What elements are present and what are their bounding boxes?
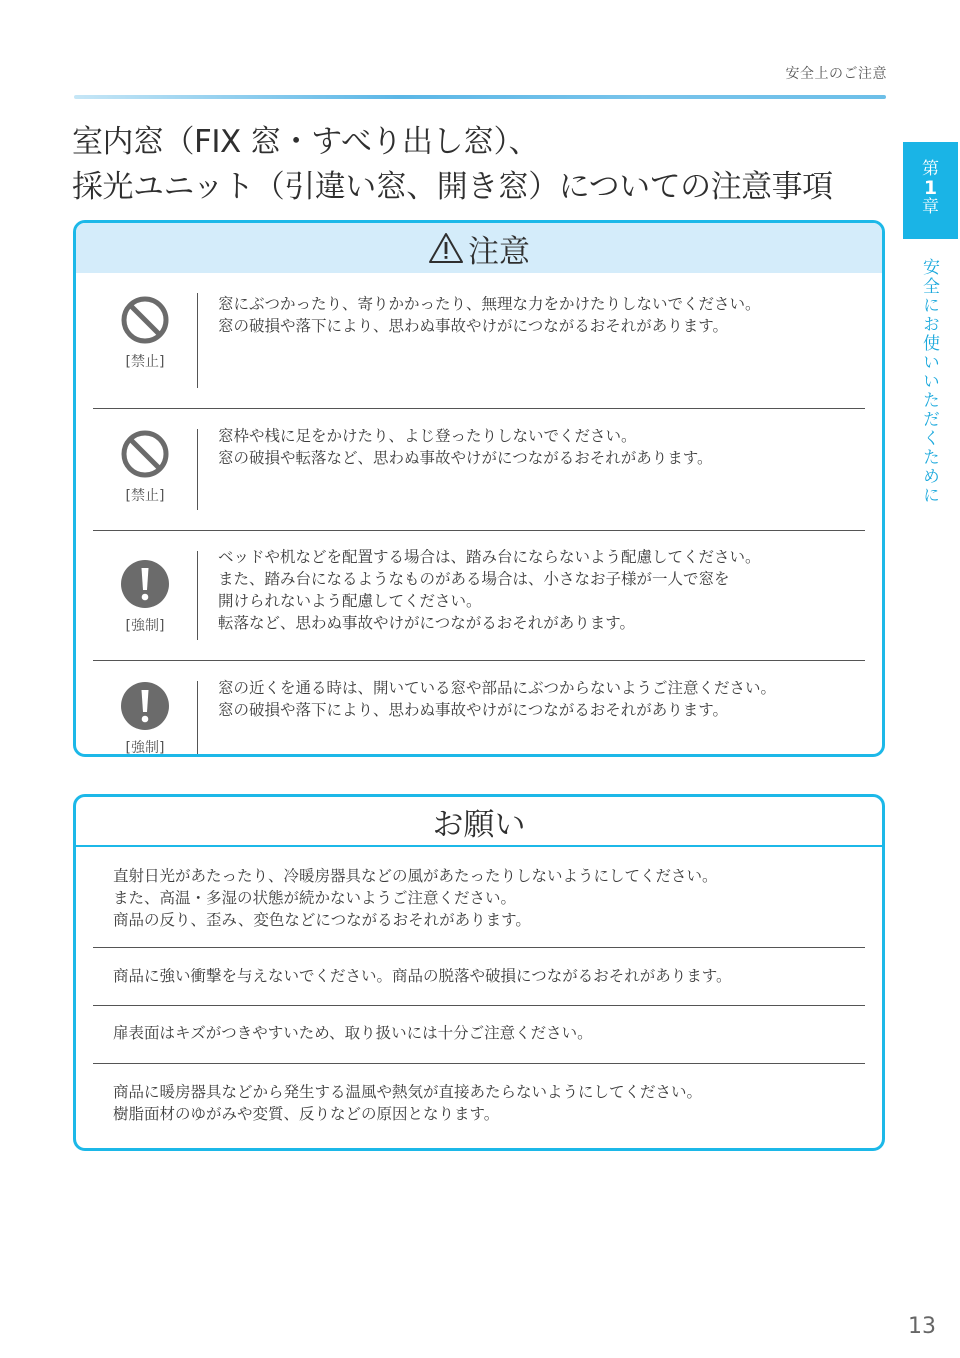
prohibition-icon — [120, 429, 170, 479]
mandatory-exclamation-icon — [120, 681, 170, 731]
section-label: 安全上のご注意 — [785, 66, 887, 82]
caution-line: また、踏み台になるようなものがある場合は、小さなお子様が一人で窓を — [218, 570, 730, 588]
request-line: また、高温・多湿の状態が続かないようご注意ください。 — [113, 889, 517, 907]
caution-line: 窓枠や桟に足をかけたり、よじ登ったりしないでください。 — [218, 427, 637, 445]
request-heading — [76, 797, 882, 847]
caution-box — [73, 220, 885, 757]
caution-line: 窓にぶつかったり、寄りかかったり、無理な力をかけたりしないでください。 — [218, 295, 761, 313]
caution-line: 開けられないよう配慮してください。 — [218, 592, 482, 610]
request-item — [93, 1064, 865, 1139]
mandatory-tag: [強制] — [125, 740, 165, 756]
caution-item — [93, 293, 865, 409]
caution-text — [198, 661, 776, 757]
page-number: 13 — [908, 1314, 936, 1339]
caution-item — [93, 661, 865, 757]
mandatory-tag: [強制] — [125, 618, 165, 634]
request-item — [93, 948, 865, 1006]
caution-line: 転落など、思わぬ事故やけがにつながるおそれがあります。 — [218, 614, 635, 632]
caution-item — [93, 409, 865, 531]
caution-icon-col — [93, 409, 197, 530]
caution-line: 窓の破損や落下により、思わぬ事故やけがにつながるおそれがあります。 — [218, 701, 728, 719]
prohibition-icon — [120, 295, 170, 345]
caution-text — [198, 409, 712, 530]
caution-line: 窓の近くを通る時は、開いている窓や部品にぶつからないようご注意ください。 — [218, 679, 777, 697]
chapter-suffix: 章 — [922, 197, 939, 217]
caution-icon-col — [93, 661, 197, 757]
caution-line: ベッドや机などを配置する場合は、踏み台にならないよう配慮してください。 — [218, 548, 761, 566]
chapter-number: 1 — [923, 177, 938, 199]
request-line: 商品に暖房器具などから発生する温風や熱気が直接あたらないようにしてください。 — [113, 1083, 703, 1101]
caution-heading-text: 注意 — [468, 233, 530, 270]
page-title — [72, 120, 833, 210]
request-heading-text: お願い — [432, 806, 526, 843]
mandatory-exclamation-icon — [120, 559, 170, 609]
page-title-line1: 室内窓（FIX 窓・すべり出し窓）、 — [72, 124, 539, 160]
request-box — [73, 794, 885, 1151]
caution-line: 窓の破損や転落など、思わぬ事故やけがにつながるおそれがあります。 — [218, 449, 713, 467]
header-divider — [74, 95, 886, 99]
page-title-line2: 採光ユニット（引違い窓、開き窓）についての注意事項 — [72, 169, 833, 205]
caution-text — [198, 531, 761, 660]
caution-icon-col — [93, 531, 197, 660]
caution-item — [93, 531, 865, 661]
prohibition-tag: [禁止] — [125, 488, 165, 504]
warning-triangle-icon — [428, 232, 464, 264]
request-line: 扉表面はキズがつきやすいため、取り扱いには十分ご注意ください。 — [113, 1024, 593, 1042]
caution-icon-col — [93, 293, 197, 408]
request-line: 商品に強い衝撃を与えないでください。商品の脱落や破損につながるおそれがあります。 — [113, 967, 732, 985]
chapter-prefix: 第 — [922, 159, 939, 179]
request-item — [93, 1006, 865, 1064]
request-line: 商品の反り、歪み、変色などにつながるおそれがあります。 — [113, 911, 531, 929]
caution-heading — [76, 223, 882, 273]
chapter-tab — [903, 142, 958, 239]
request-line: 直射日光があたったり、冷暖房器具などの風があたったりしないようにしてください。 — [113, 867, 718, 885]
prohibition-tag: [禁止] — [125, 354, 165, 370]
caution-line: 窓の破損や落下により、思わぬ事故やけがにつながるおそれがあります。 — [218, 317, 728, 335]
request-line: 樹脂面材のゆがみや変質、反りなどの原因となります。 — [113, 1105, 500, 1123]
request-item — [93, 847, 865, 948]
chapter-side-label: 安全にお使いいただくために — [919, 258, 939, 505]
caution-text — [198, 293, 761, 408]
